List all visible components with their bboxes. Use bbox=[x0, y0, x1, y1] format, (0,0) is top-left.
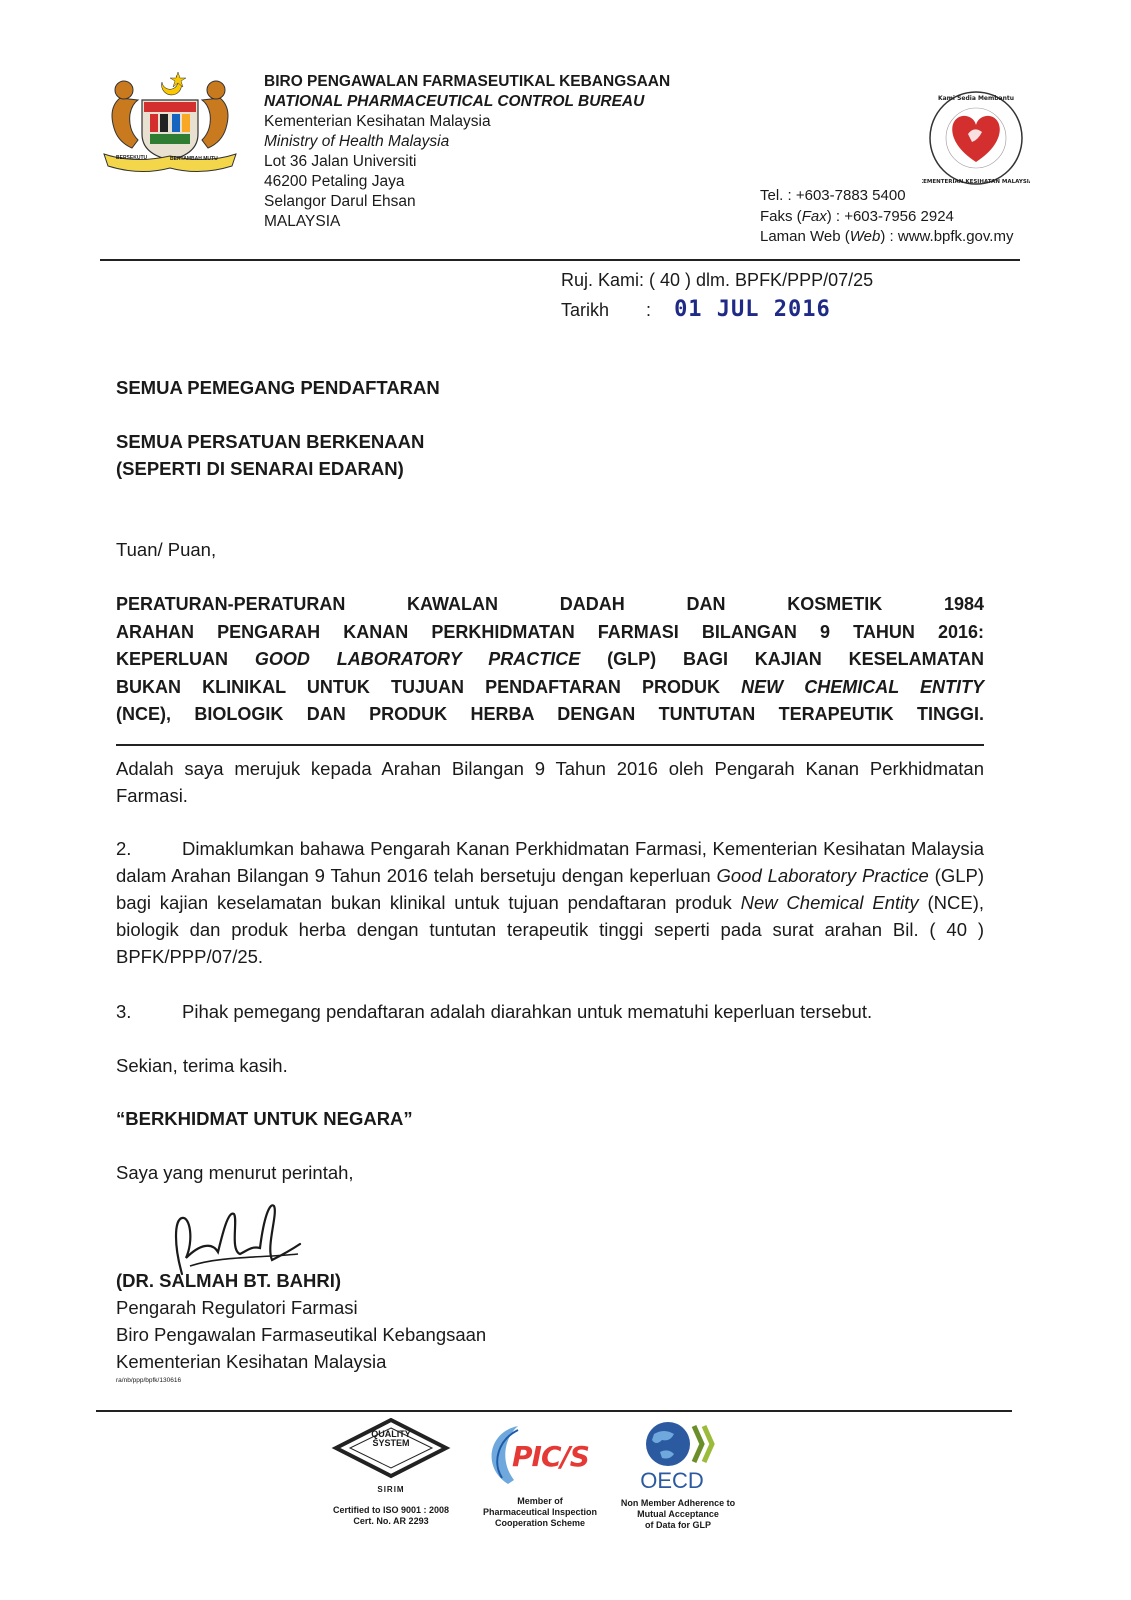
oecd-logo bbox=[616, 1418, 740, 1531]
oecd-caption: Mutual Acceptance bbox=[637, 1509, 719, 1519]
addressee-associations bbox=[116, 428, 424, 482]
tarikh-separator: : bbox=[646, 300, 652, 320]
fax-line: Faks (Fax) : +603-7956 2924 bbox=[760, 207, 954, 225]
pics-caption: Pharmaceutical Inspection bbox=[482, 1507, 598, 1517]
tel-line bbox=[760, 186, 1013, 207]
address-line: Lot 36 Jalan Universiti bbox=[264, 153, 417, 170]
kami-sedia-membantu-badge bbox=[922, 88, 1030, 188]
signatory-ministry: Kementerian Kesihatan Malaysia bbox=[116, 1351, 387, 1372]
fax-label-en: Fax bbox=[801, 207, 827, 225]
web-label-en: Web bbox=[849, 228, 881, 245]
letterhead-block bbox=[264, 72, 670, 232]
crest-motto-left: BERSEKUTU bbox=[116, 155, 148, 161]
oecd-caption: Non Member Adherence to bbox=[620, 1498, 736, 1508]
subject-underline bbox=[116, 744, 984, 746]
paragraph-number: 3. bbox=[116, 1001, 132, 1022]
sirim-name: SIRIM bbox=[377, 1485, 405, 1494]
paragraph-1: Adalah saya merujuk kepada Arahan Bilangan 9 Tahun 2016 oleh Pengarah Kanan Perkhidmatan Farmasi. bbox=[116, 758, 984, 806]
tarikh-label: Tarikh bbox=[561, 300, 610, 320]
ministry-ms: Kementerian Kesihatan Malaysia bbox=[264, 113, 491, 130]
oecd-logo-text: OECD bbox=[640, 1468, 704, 1493]
signatory-title: Pengarah Regulatori Farmasi bbox=[116, 1297, 358, 1318]
web-line: Laman Web (Web) : www.bpfk.gov.my bbox=[760, 228, 1014, 245]
subject-block bbox=[116, 591, 984, 729]
fax-value: +603-7956 2924 bbox=[844, 207, 954, 225]
paragraph-number: 2. bbox=[116, 838, 132, 859]
paragraph-3: 3. Pihak pemegang pendaftaran adalah diarahkan untuk mematuhi keperluan tersebut. bbox=[116, 998, 872, 1025]
contact-block bbox=[760, 186, 1013, 248]
sirim-caption: Cert. No. AR 2293 bbox=[353, 1516, 429, 1526]
subject-line: KEPERLUAN GOOD LABORATORY PRACTICE (GLP) BAGI KAJIAN KESELAMATAN bbox=[116, 649, 984, 669]
sirim-badge-line: QUALITY bbox=[371, 1429, 411, 1439]
subject-line: PERATURAN-PERATURAN KAWALAN DADAH DAN KOSMETIK 1984 bbox=[116, 594, 984, 614]
addressee-line: SEMUA PERSATUAN BERKENAAN bbox=[116, 431, 425, 452]
closing-motto: “BERKHIDMAT UNTUK NEGARA” bbox=[116, 1108, 413, 1129]
sirim-caption: Certified to ISO 9001 : 2008 bbox=[332, 1505, 450, 1515]
svg-text:KEMENTERIAN KESIHATAN MALAYSIA: KEMENTERIAN KESIHATAN MALAYSIA bbox=[922, 179, 1030, 185]
oecd-caption: of Data for GLP bbox=[644, 1520, 711, 1530]
sirim-badge-line: SYSTEM bbox=[372, 1438, 410, 1448]
ruj-label: Ruj. Kami bbox=[561, 270, 640, 290]
org-name-ms: BIRO PENGAWALAN FARMASEUTIKAL KEBANGSAAN bbox=[264, 73, 671, 90]
subject-line: (NCE), BIOLOGIK DAN PRODUK HERBA DENGAN TUNTUTAN TERAPEUTIK TINGGI. bbox=[116, 704, 984, 724]
address-line: MALAYSIA bbox=[264, 213, 341, 230]
file-reference: ra/nb/ppp/bpfk/130616 bbox=[116, 1377, 182, 1384]
header-divider bbox=[100, 259, 1020, 261]
fax-label: Faks bbox=[760, 207, 793, 225]
sirim-quality-logo bbox=[326, 1418, 456, 1527]
address-line: Selangor Darul Ehsan bbox=[264, 193, 416, 210]
pics-caption: Cooperation Scheme bbox=[494, 1518, 586, 1528]
closing-thanks: Sekian, terima kasih. bbox=[116, 1055, 288, 1076]
closing-order: Saya yang menurut perintah, bbox=[116, 1162, 354, 1183]
footer-divider bbox=[96, 1410, 1012, 1412]
tel-value: +603-7883 5400 bbox=[795, 187, 906, 204]
date-line bbox=[561, 297, 831, 322]
paragraph-2: 2. Dimaklumkan bahawa Pengarah Kanan Perkhidmatan Farmasi, Kementerian Kesihatan Malaysia dalam Arahan Bilangan 9 Tahun 2016 telah bersetuju dengan keperluan Good Laboratory Practice (GLP) bagi kajian keselamatan bukan klinikal untuk tujuan pendaftaran produk New Chemical Entity (NCE), biologik dan produk herba dengan tuntutan terapeutik tinggi seperti pada surat arahan Bil. ( 40 ) BPFK/PPP/07/25. bbox=[116, 835, 984, 970]
tel-label: Tel. : bbox=[760, 187, 792, 204]
pics-caption: Member of bbox=[517, 1496, 563, 1506]
pics-logo-text: PIC/S bbox=[512, 1440, 589, 1473]
web-label: Laman Web bbox=[760, 228, 841, 245]
subject-line: ARAHAN PENGARAH KANAN PERKHIDMATAN FARMASI BILANGAN 9 TAHUN 2016: bbox=[116, 621, 984, 642]
crest-motto-right: BERTAMBAH MUTU bbox=[170, 156, 218, 162]
signatory-name: (DR. SALMAH BT. BAHRI) bbox=[116, 1270, 342, 1291]
svg-text:Kami Sedia Membantu: Kami Sedia Membantu bbox=[937, 95, 1015, 102]
address-line: 46200 Petaling Jaya bbox=[264, 173, 405, 190]
salutation: Tuan/ Puan, bbox=[116, 539, 217, 560]
ruj-value: : ( 40 ) dlm. BPFK/PPP/07/25 bbox=[639, 270, 874, 290]
ministry-en: Ministry of Health Malaysia bbox=[264, 133, 450, 150]
date-stamp: 01 JUL 2016 bbox=[674, 297, 831, 322]
reference-line bbox=[561, 270, 873, 291]
signatory-org: Biro Pengawalan Farmaseutikal Kebangsaan bbox=[116, 1324, 487, 1345]
malaysia-coat-of-arms bbox=[100, 68, 240, 180]
addressee-line: (SEPERTI DI SENARAI EDARAN) bbox=[116, 458, 404, 479]
org-name-en: NATIONAL PHARMACEUTICAL CONTROL BUREAU bbox=[264, 93, 645, 110]
addressee-holders: SEMUA PEMEGANG PENDAFTARAN bbox=[116, 377, 440, 398]
web-value[interactable]: www.bpfk.gov.my bbox=[897, 228, 1014, 245]
pics-logo bbox=[478, 1418, 602, 1529]
subject-line: BUKAN KLINIKAL UNTUK TUJUAN PENDAFTARAN PRODUK NEW CHEMICAL ENTITY bbox=[116, 676, 984, 697]
